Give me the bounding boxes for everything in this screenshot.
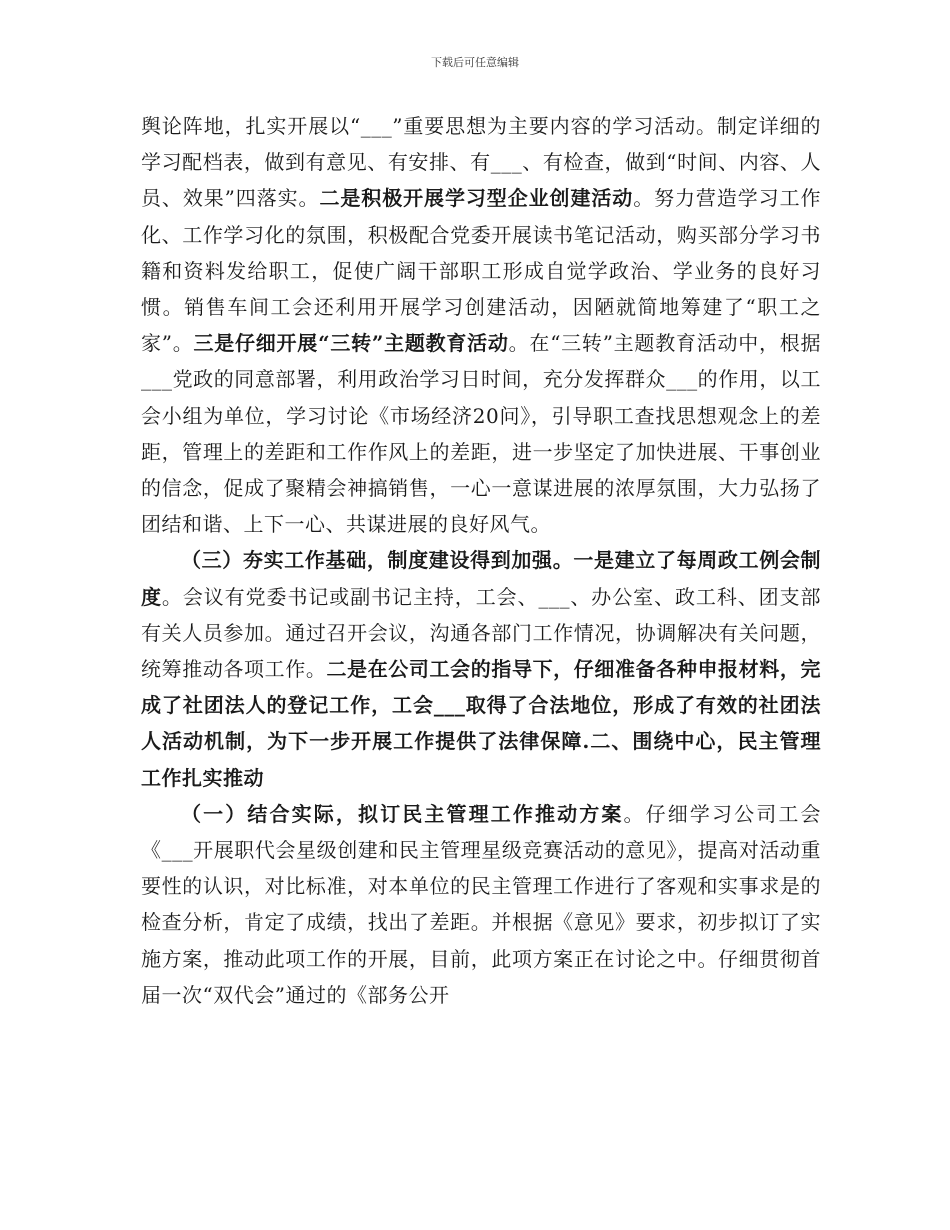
bold-heading-run: （一）结合实际，拟订民主管理工作推动方案 <box>181 801 624 826</box>
text-run: 。仔细学习公司工会《___开展职代会星级创建和民主管理星级竞赛活动的意见》，提高对活动重要性的认识，对比标准，对本单位的民主管理工作进行了客观和实事求是的检查分析，肯定了成绩，找出了差距。并根据《意见》要求，初步拟订了实施方案，推动此项工作的开展，目前，此项方案正在讨论之中。仔细贯彻首届一次“双代会”通过的《部务公开 <box>141 801 821 1007</box>
bold-heading-run: 三是仔细开展“三转”主题教育活动 <box>193 331 509 356</box>
text-run: 。在“三转”主题教育活动中，根据___党政的同意部署，利用政治学习日时间，充分发挥群众___的作用，以工会小组为单位，学习讨论《市场经济20问》，引导职工查找思想观念上的差距，管理上的差距和工作作风上的差距，进一步坚定了加快进展、干事创业的信念，促成了聚精会神搞销售，一心一意谋进展的浓厚氛围，大力弘扬了团结和谐、上下一心、共谋进展的良好风气。 <box>141 331 822 537</box>
paragraph-section-one <box>141 796 821 1013</box>
paragraph-continuation <box>141 108 821 542</box>
bold-heading-run: 二是在公司工会的指导下，仔细准备各种申报材料，完成了社团法人的登记工作，工会___取得了合法地位，形成了有效的社团法人活动机制，为下一步开展工作提供了法律保障.二、围绕中心，民主管理工作扎实推动 <box>141 657 821 790</box>
document-body <box>141 108 821 1013</box>
text-run: 舆论阵地，扎实开展以“___”重要思想为主要内容的学习活动。制定详细的学习配档表，做到有意见、有安排、有___、有检查，做到“时间、内容、人员、效果”四落实。 <box>141 114 821 211</box>
bold-heading-run: （三）夯实工作基础，制度建设得到加强。一是建立了每周政工例会制度 <box>141 548 821 609</box>
bold-heading-run: 二是积极开展学习型企业创建活动 <box>319 186 634 211</box>
paragraph-section-three <box>141 542 821 795</box>
page-header: 下载后可任意编辑 <box>431 56 519 69</box>
text-run: 。努力营造学习工作化、工作学习化的氛围，积极配合党委开展读书笔记活动，购买部分学习书籍和资料发给职工，促使广阔干部职工形成自觉学政治、学业务的良好习惯。销售车间工会还利用开展学习创建活动，因陋就简地筹建了“职工之家”。 <box>141 186 822 356</box>
text-run: 。会议有党委书记或副书记主持，工会、___、办公室、政工科、团支部有关人员参加。通过召开会议，沟通各部门工作情况，协调解决有关问题，统筹推动各项工作。 <box>141 584 822 682</box>
